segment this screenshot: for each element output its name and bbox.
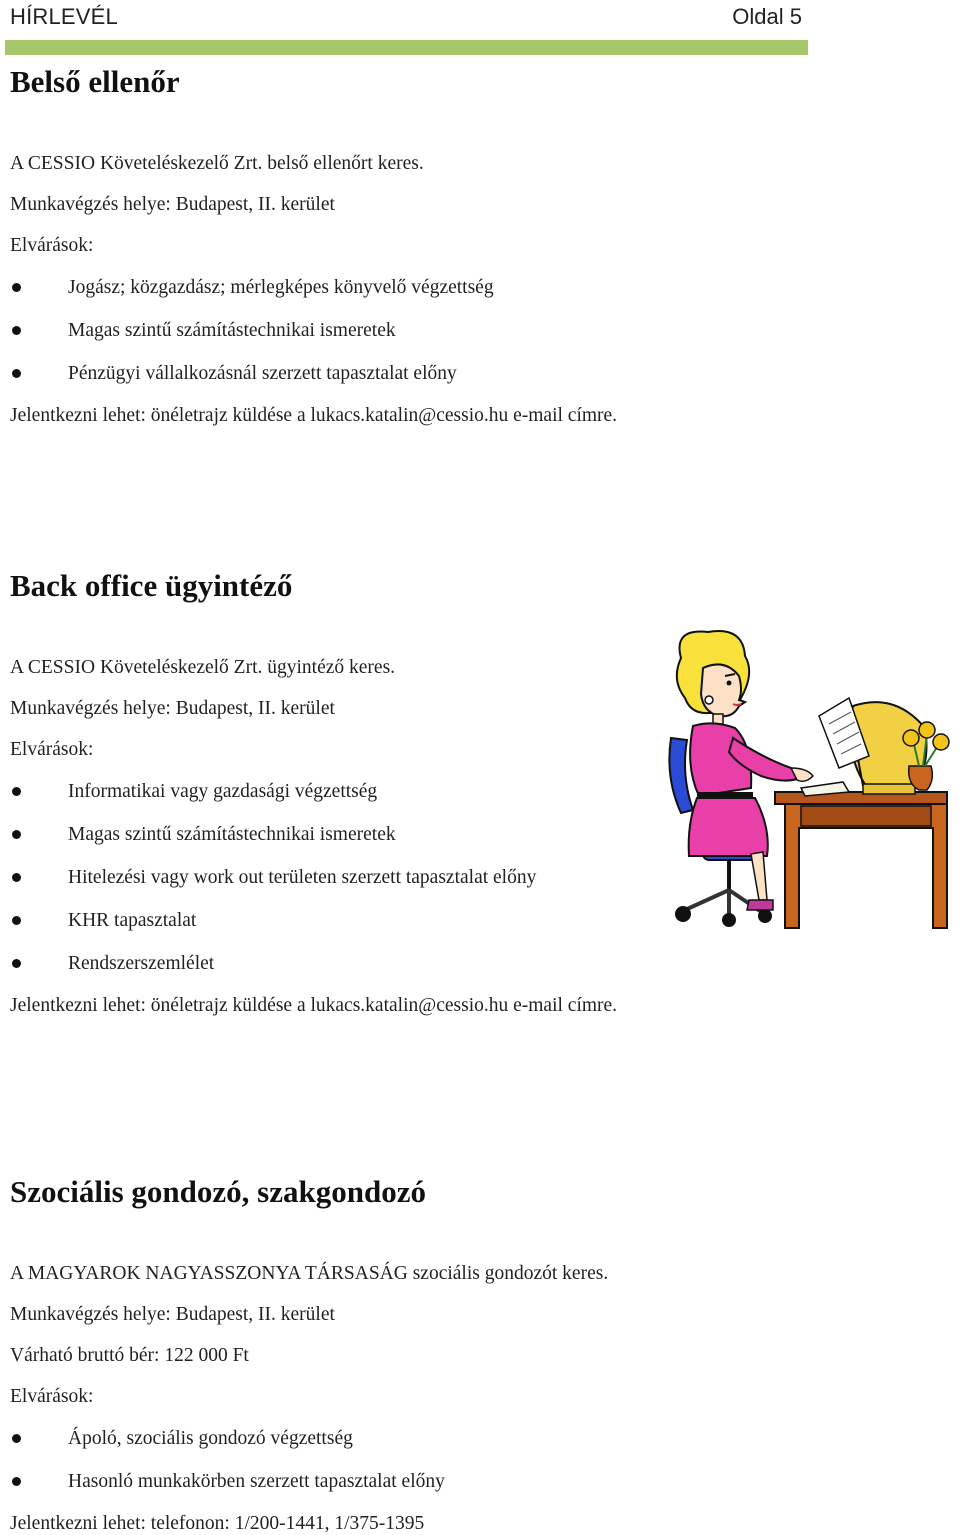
job-section-1 xyxy=(10,64,617,427)
requirements-label: Elvárások: xyxy=(10,235,94,256)
requirement-item: Rendszerszemlélet xyxy=(10,953,617,975)
job-location: Munkavégzés helye: Budapest, II. kerület xyxy=(10,194,335,215)
requirement-item: KHR tapasztalat xyxy=(10,910,617,932)
job-section-2 xyxy=(10,568,617,1017)
bullet-icon xyxy=(12,326,21,335)
bullet-icon xyxy=(12,1434,21,1443)
requirement-item: Hasonló munkakörben szerzett tapasztalat előny xyxy=(10,1471,608,1493)
bullet-icon xyxy=(12,283,21,292)
newsletter-label: HÍRLEVÉL xyxy=(10,4,118,29)
requirements-list xyxy=(10,1428,608,1493)
woman-at-computer-illustration xyxy=(663,628,951,933)
job-salary: Várható bruttó bér: 122 000 Ft xyxy=(10,1345,249,1366)
job-apply: Jelentkezni lehet: önéletrajz küldése a lukacs.katalin@cessio.hu e-mail címre. xyxy=(10,995,618,1016)
requirement-item: Hitelezési vagy work out területen szerzett tapasztalat előny xyxy=(10,867,617,889)
bullet-icon xyxy=(12,787,21,796)
job-apply: Jelentkezni lehet: önéletrajz küldése a lukacs.katalin@cessio.hu e-mail címre. xyxy=(10,405,618,426)
job-location: Munkavégzés helye: Budapest, II. kerület xyxy=(10,698,335,719)
requirements-label: Elvárások: xyxy=(10,739,94,760)
bullet-icon xyxy=(12,369,21,378)
bullet-icon xyxy=(12,830,21,839)
header-divider xyxy=(5,40,808,55)
requirement-item: Pénzügyi vállalkozásnál szerzett tapasztalat előny xyxy=(10,363,617,385)
job-title: Belső ellenőr xyxy=(10,64,180,99)
requirement-item: Ápoló, szociális gondozó végzettség xyxy=(10,1428,608,1450)
requirement-item: Magas szintű számítástechnikai ismeretek xyxy=(10,320,617,342)
requirements-list xyxy=(10,781,617,975)
page-header xyxy=(0,0,808,56)
job-title: Back office ügyintéző xyxy=(10,568,293,603)
bullet-icon xyxy=(12,1477,21,1486)
requirement-item: Jogász; közgazdász; mérlegképes könyvelő végzettség xyxy=(10,277,617,299)
job-intro: A CESSIO Követeléskezelő Zrt. ügyintéző keres. xyxy=(10,657,396,678)
requirement-item: Magas szintű számítástechnikai ismeretek xyxy=(10,824,617,846)
bullet-icon xyxy=(12,873,21,882)
job-title: Szociális gondozó, szakgondozó xyxy=(10,1174,426,1209)
job-section-3 xyxy=(10,1174,608,1535)
job-location: Munkavégzés helye: Budapest, II. kerület xyxy=(10,1304,335,1325)
bullet-icon xyxy=(12,959,21,968)
requirement-item: Informatikai vagy gazdasági végzettség xyxy=(10,781,617,803)
desk-icon xyxy=(775,792,947,928)
requirements-label: Elvárások: xyxy=(10,1386,94,1407)
job-intro: A CESSIO Követeléskezelő Zrt. belső ellenőrt keres. xyxy=(10,153,424,174)
job-intro: A MAGYAROK NAGYASSZONYA TÁRSASÁG szociális gondozót keres. xyxy=(10,1263,609,1284)
page-number: Oldal 5 xyxy=(732,4,802,29)
bullet-icon xyxy=(12,916,21,925)
requirements-list xyxy=(10,277,617,385)
job-apply: Jelentkezni lehet: telefonon: 1/200-1441, 1/375-1395 xyxy=(10,1513,425,1534)
